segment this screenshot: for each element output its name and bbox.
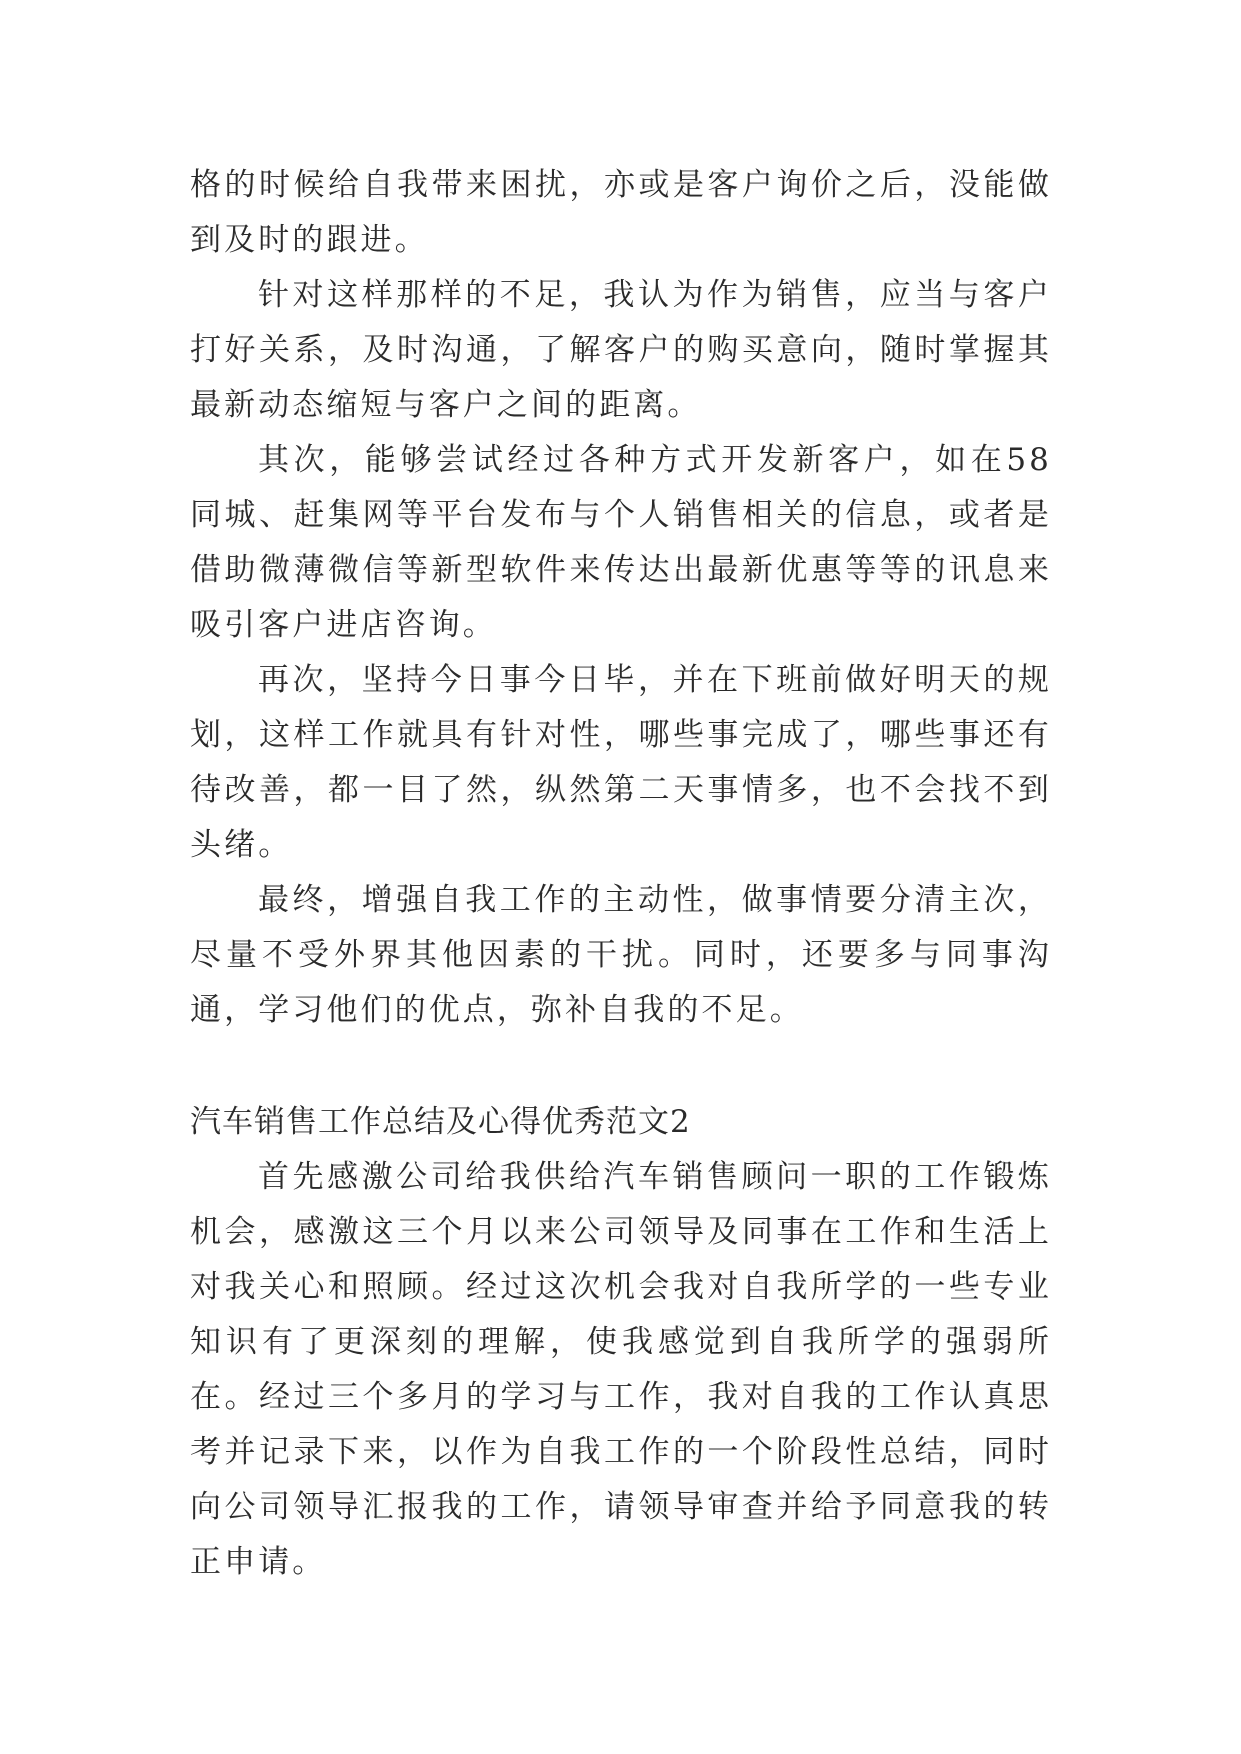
paragraph-2: 针对这样那样的不足，我认为作为销售，应当与客户打好关系，及时沟通，了解客户的购买意向，随时掌握其最新动态缩短与客户之间的距离。 (190, 277, 1052, 423)
paragraph-6: 首先感激公司给我供给汽车销售顾问一职的工作锻炼机会，感激这三个月以来公司领导及同事在工作和生活上对我关心和照顾。经过这次机会我对自我所学的一些专业知识有了更深刻的理解，使我感觉到自我所学的强弱所在。经过三个多月的学习与工作，我对自我的工作认真思考并记录下来，以作为自我工作的一个阶段性总结，同时向公司领导汇报我的工作，请领导审查并给予同意我的转正申请。 (190, 1159, 1052, 1580)
paragraph-5: 最终，增强自我工作的主动性，做事情要分清主次，尽量不受外界其他因素的干扰。同时，还要多与同事沟通，学习他们的优点，弥补自我的不足。 (190, 882, 1052, 1028)
document-body (190, 158, 1052, 1590)
paragraph-3: 其次，能够尝试经过各种方式开发新客户，如在58同城、赶集网等平台发布与个人销售相关的信息，或者是借助微薄微信等新型软件来传达出最新优惠等等的讯息来吸引客户进店咨询。 (190, 442, 1052, 643)
paragraph-4: 再次，坚持今日事今日毕，并在下班前做好明天的规划，这样工作就具有针对性，哪些事完成了，哪些事还有待改善，都一目了然，纵然第二天事情多，也不会找不到头绪。 (190, 662, 1052, 863)
paragraph-1: 格的时候给自我带来困扰，亦或是客户询价之后，没能做到及时的跟进。 (190, 167, 1052, 258)
section-heading: 汽车销售工作总结及心得优秀范文2 (190, 1104, 691, 1140)
